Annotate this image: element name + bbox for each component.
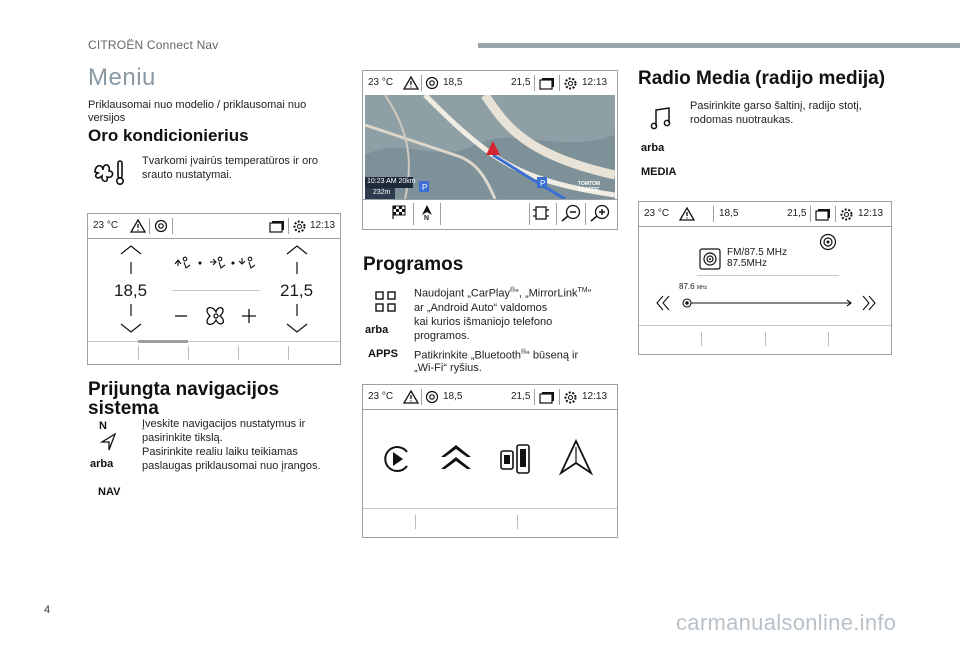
- compass-north-letter: N: [424, 215, 430, 222]
- header-brand: CITROËN Connect Nav: [88, 38, 219, 52]
- zoom-in-icon[interactable]: [589, 204, 611, 222]
- nav-map-brand-line2: TRAFFIC: [578, 187, 600, 193]
- settings-icon[interactable]: [563, 76, 578, 91]
- nav-status-left-temp: 18,5: [443, 77, 463, 88]
- messages-icon: [815, 208, 831, 221]
- nav-map-time: 10:23 AM 20km: [367, 178, 416, 185]
- location-icon: [154, 219, 168, 233]
- apps-desc-line1-c: “: [587, 287, 592, 300]
- nav-status-time: 12:13: [582, 77, 608, 88]
- nav-desc-line3: Pasirinkite realiu laiku teikiamas: [142, 446, 298, 458]
- nav-desc-line4: paslaugas priklausomai nuo įrangos.: [142, 460, 321, 472]
- messages-icon: [539, 77, 555, 90]
- music-note-icon: [650, 106, 672, 130]
- nav-status-bar: [363, 71, 617, 95]
- apps-grid-icon: [375, 291, 397, 313]
- radio-station-line2: 87.5MHz: [727, 258, 768, 269]
- apps-status-left-temp: 18,5: [443, 391, 463, 402]
- nav-icon-letter: N: [99, 420, 107, 432]
- apps-screen: [362, 384, 618, 538]
- radio-station-icon: [699, 248, 721, 270]
- apps-heading: Programos: [363, 254, 464, 275]
- radio-status-bar: [639, 202, 891, 226]
- nav-status-temp: 23 °C: [368, 77, 394, 88]
- apps-desc-line4: programos.: [414, 330, 470, 342]
- nav-heading-line1: Prijungta navigacijos: [88, 379, 280, 400]
- svg-text:P: P: [540, 179, 546, 188]
- airflow-mode-icons[interactable]: [172, 252, 262, 272]
- radio-heading: Radio Media (radijo medija): [638, 68, 886, 89]
- messages-icon: [539, 391, 555, 404]
- radio-status-time: 12:13: [858, 208, 884, 219]
- page-title: Meniu: [88, 64, 156, 91]
- climate-desc-line1: Tvarkomi įvairūs temperatūros ir oro: [142, 155, 319, 167]
- radio-freq-readout: [679, 282, 707, 291]
- destination-flag-icon[interactable]: [391, 204, 407, 220]
- radio-status-left-temp: 18,5: [719, 208, 739, 219]
- climate-desc-line2: srauto nustatymai.: [142, 169, 232, 181]
- menu-subtitle-line2: versijos: [88, 112, 126, 124]
- apps-desc-line5: [414, 346, 578, 363]
- mirrorlink-app-icon[interactable]: [497, 441, 533, 477]
- radio-status-temp: 23 °C: [644, 208, 670, 219]
- apps-status-right-temp: 21,5: [511, 391, 531, 402]
- apps-desc-line5-a: Patikrinkite „Bluetooth: [414, 349, 521, 362]
- apps-desc-line5-b: “ būseną ir: [526, 349, 579, 362]
- apps-status-bar: [363, 385, 617, 409]
- nav-heading-line2: sistema: [88, 398, 159, 419]
- apps-desc-line5-sup: ®: [521, 349, 527, 356]
- apps-button-label: APPS: [368, 348, 398, 360]
- apps-desc-line1: [414, 284, 591, 301]
- nav-map[interactable]: [365, 95, 615, 199]
- radio-station-line1: FM/87.5 MHz: [727, 247, 788, 258]
- header-rule: [478, 43, 960, 48]
- settings-icon[interactable]: [839, 207, 854, 222]
- apps-desc-line1-sup2: TM: [577, 287, 588, 294]
- fan-speed-control[interactable]: [172, 302, 262, 330]
- left-temp-value: 18,5: [114, 281, 148, 300]
- apps-desc-line3: kai kurios išmaniojo telefono: [414, 316, 553, 328]
- location-icon: [425, 390, 439, 404]
- apps-status-time: 12:13: [582, 391, 608, 402]
- radio-desc-line1: Pasirinkite garso šaltinį, radijo stotį,: [690, 100, 862, 112]
- warning-icon: [403, 390, 419, 404]
- apps-or-label: arba: [365, 324, 389, 336]
- watermark: carmanualsonline.info: [676, 610, 897, 635]
- radio-signal-icon[interactable]: [819, 233, 837, 251]
- warning-icon: [403, 76, 419, 90]
- nav-desc-line1: Įveskite navigacijos nustatymus ir: [142, 418, 306, 430]
- radio-freq-value: 87.6: [679, 282, 695, 291]
- nav-button-label: NAV: [98, 486, 121, 498]
- radio-button-label: MEDIA: [641, 166, 677, 178]
- settings-icon[interactable]: [292, 219, 307, 234]
- menu-subtitle-line1: Priklausomai nuo modelio / priklausomai nuo: [88, 99, 307, 111]
- right-temp-value: 21,5: [280, 281, 314, 300]
- page-number: 4: [44, 604, 51, 616]
- nav-map-brand: [578, 181, 600, 193]
- climate-bottom-bar: [88, 341, 340, 364]
- radio-status-right-temp: 21,5: [787, 208, 807, 219]
- radio-bottom-bar: [639, 325, 891, 354]
- nav-or-label: arba: [90, 458, 114, 470]
- climate-screen: [87, 213, 341, 365]
- radio-desc-line2: rodomas nuotraukas.: [690, 114, 794, 126]
- nav-status-right-temp: 21,5: [511, 77, 531, 88]
- climate-status-time: 12:13: [310, 220, 336, 231]
- warning-icon: [130, 219, 146, 233]
- apps-desc-line2: ar „Android Auto“ valdomos: [414, 302, 548, 314]
- apps-desc-line1-a: Naudojant „CarPlay: [414, 287, 510, 300]
- apps-desc-line1-sup: ®: [510, 287, 516, 294]
- messages-icon: [269, 220, 285, 233]
- radio-tuner-slider[interactable]: [655, 292, 877, 314]
- climate-status-bar: [88, 214, 340, 238]
- map-view-icon[interactable]: [532, 204, 550, 222]
- apps-desc-line6: „Wi-Fi“ ryšius.: [414, 362, 482, 374]
- apps-bottom-bar: [363, 508, 617, 537]
- radio-freq-unit: MHz: [696, 285, 708, 291]
- nav-map-brand-line1: TOMTOM: [578, 181, 601, 187]
- settings-icon[interactable]: [563, 390, 578, 405]
- nav-arrow-icon: [99, 432, 119, 452]
- svg-text:P: P: [422, 183, 428, 192]
- android-auto-app-icon[interactable]: [439, 441, 473, 475]
- climate-fan-temp-icon: [92, 158, 126, 186]
- nav-map-distance: 232m: [373, 189, 391, 196]
- zoom-out-icon[interactable]: [560, 204, 582, 222]
- nav-desc-line2: pasirinkite tikslą.: [142, 432, 223, 444]
- apps-status-temp: 23 °C: [368, 391, 394, 402]
- radio-or-label: arba: [641, 142, 665, 154]
- nav-screen: [362, 70, 618, 230]
- navigation-app-icon[interactable]: [559, 439, 593, 477]
- radio-screen: [638, 201, 892, 355]
- warning-icon: [679, 207, 695, 221]
- climate-status-temp: 23 °C: [93, 220, 119, 231]
- apps-desc-line1-b: “, „MirrorLink: [515, 287, 578, 300]
- carplay-app-icon[interactable]: [381, 443, 413, 475]
- climate-heading: Oro kondicionierius: [88, 126, 249, 145]
- location-icon: [425, 76, 439, 90]
